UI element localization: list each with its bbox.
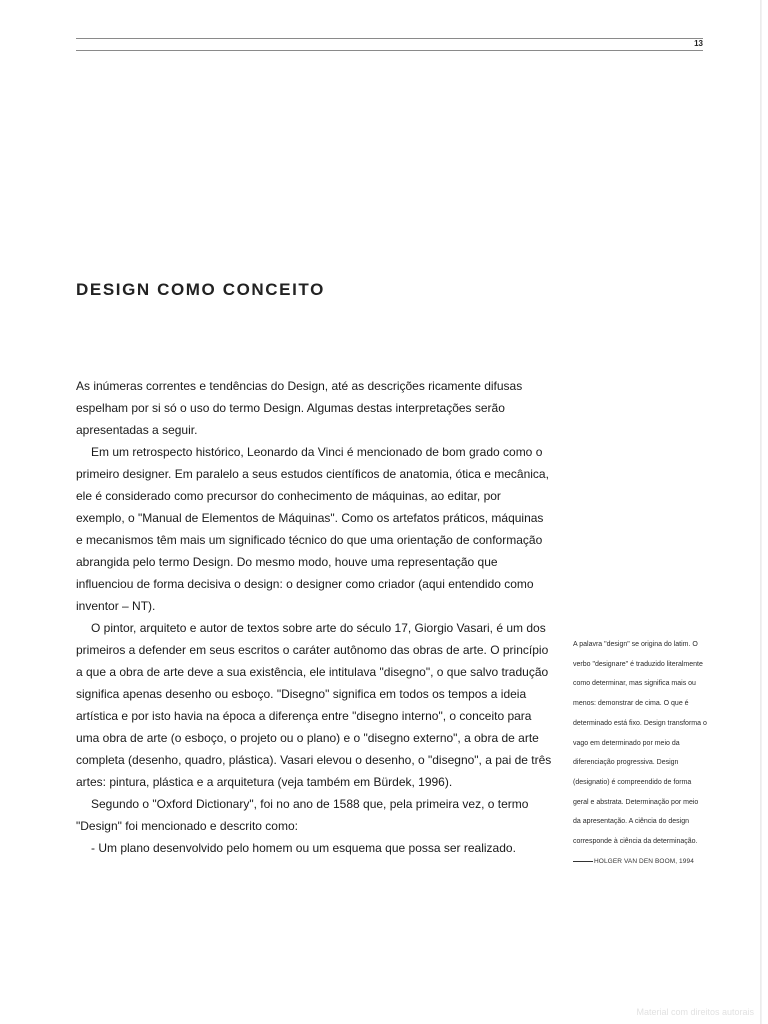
body-text <box>76 375 552 859</box>
body-paragraph-1: As inúmeras correntes e tendências do Design, até as descrições ricamente difusas espelham por si só o uso do termo Design. Algumas destas interpretações serão apresentadas a seguir. <box>76 379 523 437</box>
body-paragraph-2: Em um retrospecto histórico, Leonardo da Vinci é mencionado de bom grado como o primeiro designer. Em paralelo a seus estudos científicos de anatomia, ótica e mecânica, ele é considerado como precursor do conhecimento de máquinas, ao editar, por exemplo, o "Manual de Elementos de Máquinas". Como os artefatos práticos, máquinas e mecanismos têm mais um significado técnico do que uma orientação de conformação abrangida pelo termo Design. Do mesmo modo, houve uma representação que influenciou de forma decisiva o design: o designer como criador (aqui entendido como inventor – NT). <box>76 445 549 613</box>
margin-note-attribution <box>573 852 707 872</box>
page-number: 13 <box>694 39 703 48</box>
chapter-title: DESIGN COMO CONCEITO <box>76 280 325 299</box>
header-rule-bottom <box>76 50 703 51</box>
header-rule-top <box>76 38 703 39</box>
margin-note-author: HOLGER VAN DEN BOOM, 1994 <box>594 857 694 865</box>
margin-note <box>573 635 707 871</box>
copyright-watermark: Material com direitos autorais <box>636 1007 754 1017</box>
margin-note-text: A palavra "design" se origina do latim. O verbo "designare" é traduzido literalmente como determinar, mas significa mais ou menos: demonstrar de cima. O que é determinado está fixo. Design transforma o vago em determinado por meio da diferenciação progressiva. Design (designatio) é compreendido de forma geral e abstrata. Determinação por meio da apresentação. A ciência do design corresponde à ciência da determinação. <box>573 641 707 846</box>
body-paragraph-4: Segundo o "Oxford Dictionary", foi no ano de 1588 que, pela primeira vez, o termo "Design" foi mencionado e descrito como: <box>76 797 529 833</box>
attribution-dash <box>573 861 593 862</box>
body-paragraph-3: O pintor, arquiteto e autor de textos sobre arte do século 17, Giorgio Vasari, é um dos primeiros a defender em seus escritos o caráter autônomo das obras de arte. O princípio a que a obra de arte deve a sua existência, ele intitulava "disegno", o que salvo tradução significa apenas desenho ou esboço. "Disegno" significa em todos os tempos a ideia artística e por isto havia na época a diferença entre "disegno interno", o conceito para uma obra de arte (o esboço, o projeto ou o plano) e o "disegno externo", a obra de arte completa (desenho, quadro, plástica). Vasari elevou o desenho, o "disegno", a pai de três artes: pintura, plástica e a arquitetura (veja também em Bürdek, 1996). <box>76 621 552 789</box>
page-edge-shadow <box>760 0 762 1024</box>
list-item: - Um plano desenvolvido pelo homem ou um esquema que possa ser realizado. <box>91 841 516 855</box>
